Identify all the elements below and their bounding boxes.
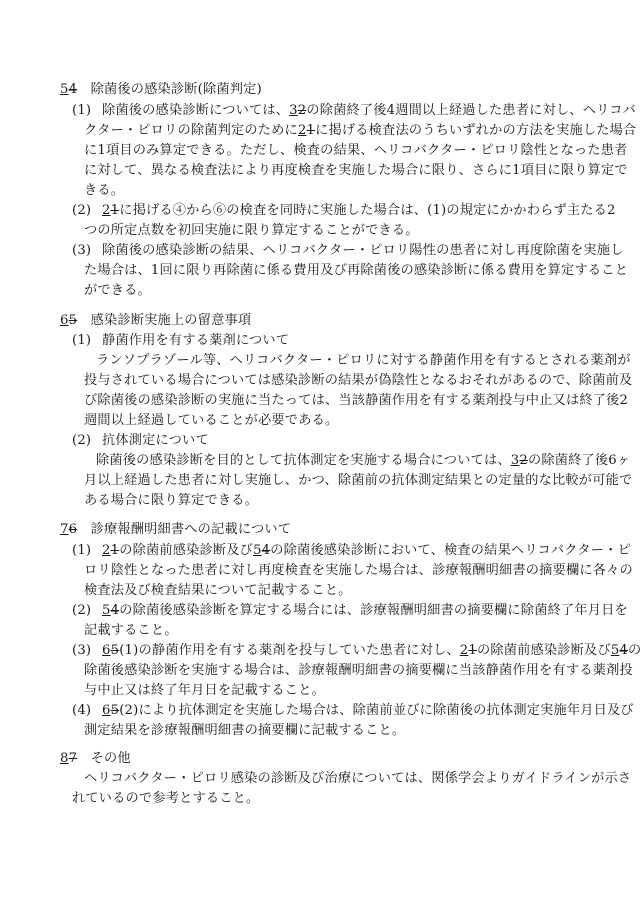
section-number-old: 4 — [68, 82, 78, 97]
paragraph-line: た場合は、1回に限り再除菌に係る費用及び再除菌後の感染診断に係る費用を算定すること — [84, 263, 629, 278]
paragraph-line: び除菌後の感染診断の実施に当たっては、当該静菌作用を有する薬剤投与中止又は終了後2 — [84, 393, 629, 408]
paragraph-line: 月以上経過した患者に対し実施し、かつ、除菌前の抗体測定結果との定量的な比較が可能で — [84, 473, 633, 488]
paragraph-line: れているので参考とすること。 — [72, 791, 260, 806]
paragraph-line: 65(2)により抗体測定を実施した場合は、除菌前並びに除菌後の抗体測定実施年月日及び — [102, 703, 634, 718]
item-label: (2) — [72, 203, 92, 218]
paragraph-line: 除菌後の感染診断を目的として抗体測定を実施する場合については、32の除菌終了後6ヶ — [96, 453, 631, 468]
paragraph-line: きる。 — [84, 183, 125, 198]
paragraph-line: 除菌後の感染診断については、32の除菌終了後4週間以上経過した患者に対し、ヘリコバ — [102, 103, 636, 118]
item-label: (2) — [72, 433, 92, 448]
item-label: (3) — [72, 643, 92, 658]
section-heading — [60, 80, 262, 100]
paragraph-line: ヘリコバクター・ピロリ感染の診断及び治療については、関係学会よりガイドラインが示さ — [84, 771, 632, 786]
item-heading: 静菌作用を有する薬剤について — [102, 333, 290, 348]
paragraph-line: 21に掲げる④から⑥の検査を同時に実施した場合は、(1)の規定にかかわらず主たる2 — [102, 203, 616, 218]
paragraph-line: 週間以上経過していることが必要である。 — [84, 413, 339, 428]
paragraph-line: 54の除菌後感染診断を算定する場合には、診療報酬明細書の摘要欄に除菌終了年月日を — [102, 603, 628, 618]
section-heading: 76 診療報酬明細書への記載について — [60, 522, 292, 537]
paragraph-line: 65(1)の静菌作用を有する薬剤を投与していた患者に対し、21の除菌前感染診断及び54の — [102, 643, 641, 658]
paragraph-line: クター・ピロリの除菌判定のために21に掲げる検査法のうちいずれかの方法を実施した場合 — [84, 123, 637, 138]
paragraph-line: 21の除菌前感染診断及び54の除菌後感染診断において、検査の結果ヘリコバクター・ピ — [102, 543, 631, 558]
paragraph-line: ができる。 — [84, 283, 151, 298]
paragraph-line: 与中止又は終了年月日を記載すること。 — [84, 683, 325, 698]
paragraph-line: 記載すること。 — [84, 623, 178, 638]
paragraph-line: ロリ陰性となった患者に対し再度検査を実施した場合は、診療報酬明細書の摘要欄に各々の — [84, 563, 633, 578]
paragraph-line: ある場合に限り算定できる。 — [84, 493, 259, 508]
section-heading: 87 その他 — [60, 751, 131, 766]
paragraph-line: 測定結果を診療報酬明細書の摘要欄に記載すること。 — [84, 723, 406, 738]
paragraph-line: 除菌後の感染診断の結果、ヘリコバクター・ピロリ陽性の患者に対し再度除菌を実施し — [102, 243, 624, 258]
item-label: (1) — [72, 103, 92, 118]
paragraph-line: 除菌後感染診断を実施する場合は、診療報酬明細書の摘要欄に当該静菌作用を有する薬剤投 — [84, 663, 633, 678]
item-label: (2) — [72, 603, 92, 618]
item-heading: 抗体測定について — [102, 433, 209, 448]
paragraph-line: に対して、異なる検査法により再度検査を実施した場合に限り、さらに1項目に限り算定で — [84, 163, 628, 178]
section-number-new: 5 — [60, 82, 69, 97]
section-heading: 65 感染診断実施上の留意事項 — [60, 313, 252, 328]
paragraph-line: 検査法及び検査結果について記載すること。 — [84, 583, 352, 598]
section-title: 除菌後の感染診断(除菌判定) — [90, 82, 262, 97]
item-label: (1) — [72, 333, 92, 348]
item-label: (1) — [72, 543, 92, 558]
item-label: (3) — [72, 243, 92, 258]
paragraph-line: に1項目のみ算定できる。ただし、検査の結果、ヘリコバクター・ピロリ陰性となった患者 — [84, 143, 628, 158]
item-label: (4) — [72, 703, 92, 718]
paragraph-line: ランソプラゾール等、ヘリコバクター・ピロリに対する静菌作用を有するとされる薬剤が — [96, 353, 631, 368]
paragraph-line: 投与されている場合については感染診断の結果が偽陰性となるおそれがあるので、除菌前及 — [84, 373, 633, 388]
paragraph-line: つの所定点数を初回実施に限り算定することができる。 — [84, 223, 419, 238]
